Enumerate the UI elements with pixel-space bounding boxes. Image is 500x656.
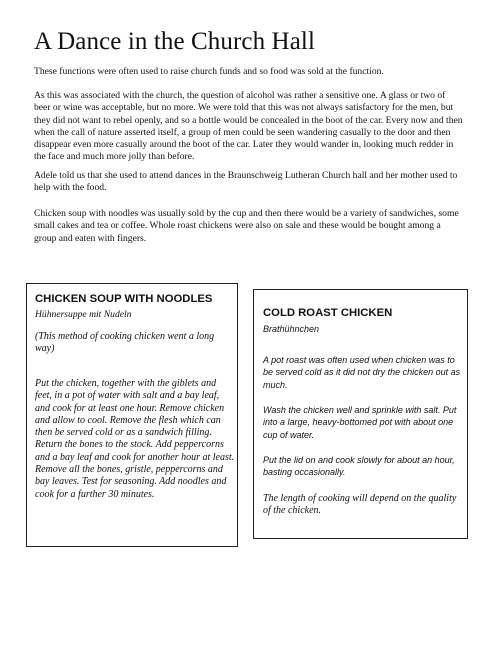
intro-paragraph: These functions were often used to raise church funds and so food was sold at the function. [34, 66, 384, 77]
recipe-note: The length of cooking will depend on the quality of the chicken. [263, 493, 457, 517]
recipe-subtitle: Brathühnchen [263, 324, 320, 334]
adele-paragraph: Adele told us that she used to attend dances in the Braunschweig Lutheran Church hall and her mother used to help with the food. [34, 170, 458, 194]
recipe-box-cold-roast-chicken [253, 289, 468, 539]
recipe-step-1: Wash the chicken well and sprinkle with salt. Put into a large, heavy-bottomed pot with about one cup of water. [263, 405, 457, 440]
recipe-box-chicken-soup [26, 283, 238, 547]
recipe-heading: COLD ROAST CHICKEN [263, 307, 393, 319]
recipe-intro: A pot roast was often used when chicken was to be served cold as it did not dry the chicken out as much. [263, 355, 461, 390]
recipe-step-2: Put the lid on and cook slowly for about an hour, basting occasionally. [263, 455, 455, 478]
food-paragraph: Chicken soup with noodles was usually sold by the cup and then there would be a variety of sandwiches, some small cakes and tea or coffee. Whole roast chickens were also on sale and these would be bought among a group and eaten with fingers. [34, 208, 459, 244]
page-title: A Dance in the Church Hall [34, 28, 315, 55]
recipe-subtitle: Hühnersuppe mit Nudeln [35, 309, 132, 320]
recipe-method: Put the chicken, together with the giblets and feet, in a pot of water with salt and a bay leaf, and cook for at least one hour. Remove chicken and allow to cool. Remove the flesh which can then be served cold or as a sandwich filling. Return the bones to the stock. Add peppercorns and a bay leaf and cook for another hour at least. Remove all the bones, gristle, peppercorns and bay leaves. Test for seasoning. Add noodles and cook for a further 30 minutes. [35, 378, 235, 500]
alcohol-paragraph: As this was associated with the church, the question of alcohol was rather a sensitive one. A glass or two of beer or wine was acceptable, but no more. We were told that this was not always satisfactory for the men, but they did not want to rebel openly, and so a bottle would be concealed in the boot of the car. Every now and then when the call of nature asserted itself, a group of men could be seen wandering casually to the door and then disappear even more casually around the boot of the car. Later they would wander in, looking much redder in the face and much more jolly than before. [34, 90, 463, 163]
recipe-note: (This method of cooking chicken went a long way) [35, 331, 215, 355]
recipe-heading: CHICKEN SOUP WITH NOODLES [35, 293, 213, 305]
